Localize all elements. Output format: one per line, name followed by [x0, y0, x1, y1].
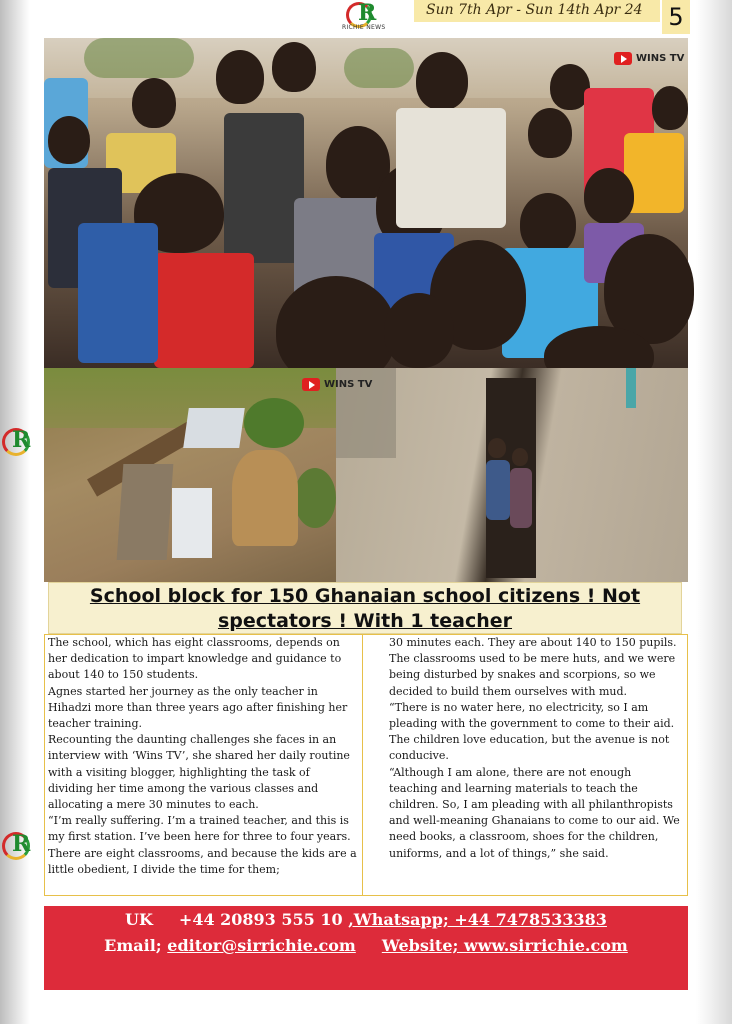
child-shirt: [224, 113, 304, 263]
watermark-text: WINS TV: [636, 53, 685, 64]
contact-footer: [44, 906, 688, 990]
logo-letter: R: [12, 831, 31, 857]
child-head: [48, 116, 90, 164]
logo-letter: R: [12, 427, 31, 453]
footer-website-link[interactable]: Website; www.sirrichie.com: [381, 936, 628, 955]
article-column-right: [363, 635, 686, 895]
child-head: [528, 108, 572, 158]
headline-line-2: spectators ! With 1 teacher: [217, 610, 513, 632]
photo-tree: [244, 398, 304, 448]
article-paragraph: Agnes started her journey as the only teacher in Hihadzi more than three years ago after finishing her teacher training.: [48, 684, 348, 731]
photo-foliage: [344, 48, 414, 88]
side-logo-upper: [0, 424, 38, 454]
headline-line-1: School block for 150 Ghanaian school citizens ! Not: [89, 585, 641, 607]
hut-roof: [172, 488, 212, 558]
child-shirt: [510, 468, 532, 528]
child-head: [584, 168, 634, 224]
article-paragraph: 30 minutes each. They are about 140 to 150 pupils. The classrooms used to be mere huts, and we were being disturbed by snakes and scorpions, so we decided to build them ourselves with mud.: [389, 636, 677, 698]
hut-wall: [117, 464, 174, 560]
hut-roof: [183, 408, 245, 448]
watermark-text: WINS TV: [324, 379, 373, 390]
logo-caption: RICHIE NEWS: [342, 24, 386, 31]
footer-whatsapp-link[interactable]: ,Whatsapp; +44 7478533383: [348, 910, 607, 929]
footer-web-line: [44, 936, 688, 955]
child-head: [488, 438, 506, 458]
header-logo: [340, 0, 396, 32]
youtube-play-icon: [614, 52, 632, 65]
hanging-bottle: [626, 368, 636, 408]
child-head: [512, 448, 528, 466]
child-head: [384, 293, 454, 368]
page-right-shadow: [696, 0, 732, 1024]
footer-email-label: Email;: [104, 936, 162, 955]
article-paragraph: The school, which has eight classrooms, depends on her dedication to impart knowledge and guidance to about 140 to 150 students.: [48, 636, 342, 682]
article-paragraph: “There is no water here, no electricity, so I am pleading with the government to come to their aid. The children love education, but the avenue is not conducive.: [389, 700, 675, 763]
child-head: [520, 193, 576, 255]
photo-tree: [294, 468, 336, 528]
footer-phone-line: [44, 910, 688, 929]
article-body: [44, 634, 688, 896]
children-crowd-photo: [44, 38, 688, 368]
article-paragraph: Recounting the daunting challenges she faces in an interview with ‘Wins TV’, she shared her daily routine with a visiting blogger, highlighting the task of dividing her time among the various classes and allocating a mere 30 minutes to each.: [48, 733, 350, 812]
child-head: [216, 50, 264, 104]
child-head: [132, 78, 176, 128]
footer-email-link[interactable]: editor@sirrichie.com: [167, 936, 356, 955]
side-logo-lower: [0, 828, 38, 858]
footer-country: UK: [125, 910, 153, 929]
child-shirt: [78, 223, 158, 363]
child-head: [652, 86, 688, 130]
thatched-hut: [232, 450, 298, 546]
youtube-play-icon: [302, 378, 320, 391]
child-shirt: [154, 253, 254, 368]
issue-date: Sun 7th Apr - Sun 14th Apr 24: [414, 0, 660, 22]
article-paragraph: “I’m really suffering. I’m a trained teacher, and this is my first station. I’ve been here for three to four years. There are eight classrooms, and because the kids are a little obedient, I divide the time for them;: [48, 814, 357, 876]
article-headline: [48, 582, 682, 634]
mud-classroom-photo: [324, 368, 688, 582]
wins-tv-watermark: [302, 378, 372, 391]
page-left-shadow: [0, 0, 30, 1024]
child-shirt: [486, 460, 510, 520]
child-head: [272, 42, 316, 92]
logo-letter: R: [358, 0, 377, 26]
photo-foliage: [84, 38, 194, 78]
article-paragraph: “Although I am alone, there are not enough teaching and learning materials to teach the children. So, I am pleading with all philanthropists and well-meaning Ghanaians to come to our aid. We need books, a classroom, shoes for the children, uniforms, and a lot of things,” she said.: [389, 765, 680, 860]
article-column-left: [45, 635, 363, 895]
page-number: 5: [662, 0, 690, 34]
child-shirt: [396, 108, 506, 228]
wins-tv-watermark: [614, 52, 684, 65]
aerial-huts-photo: [44, 368, 336, 582]
child-head: [416, 52, 468, 110]
footer-phone: +44 20893 555 10: [178, 910, 343, 929]
